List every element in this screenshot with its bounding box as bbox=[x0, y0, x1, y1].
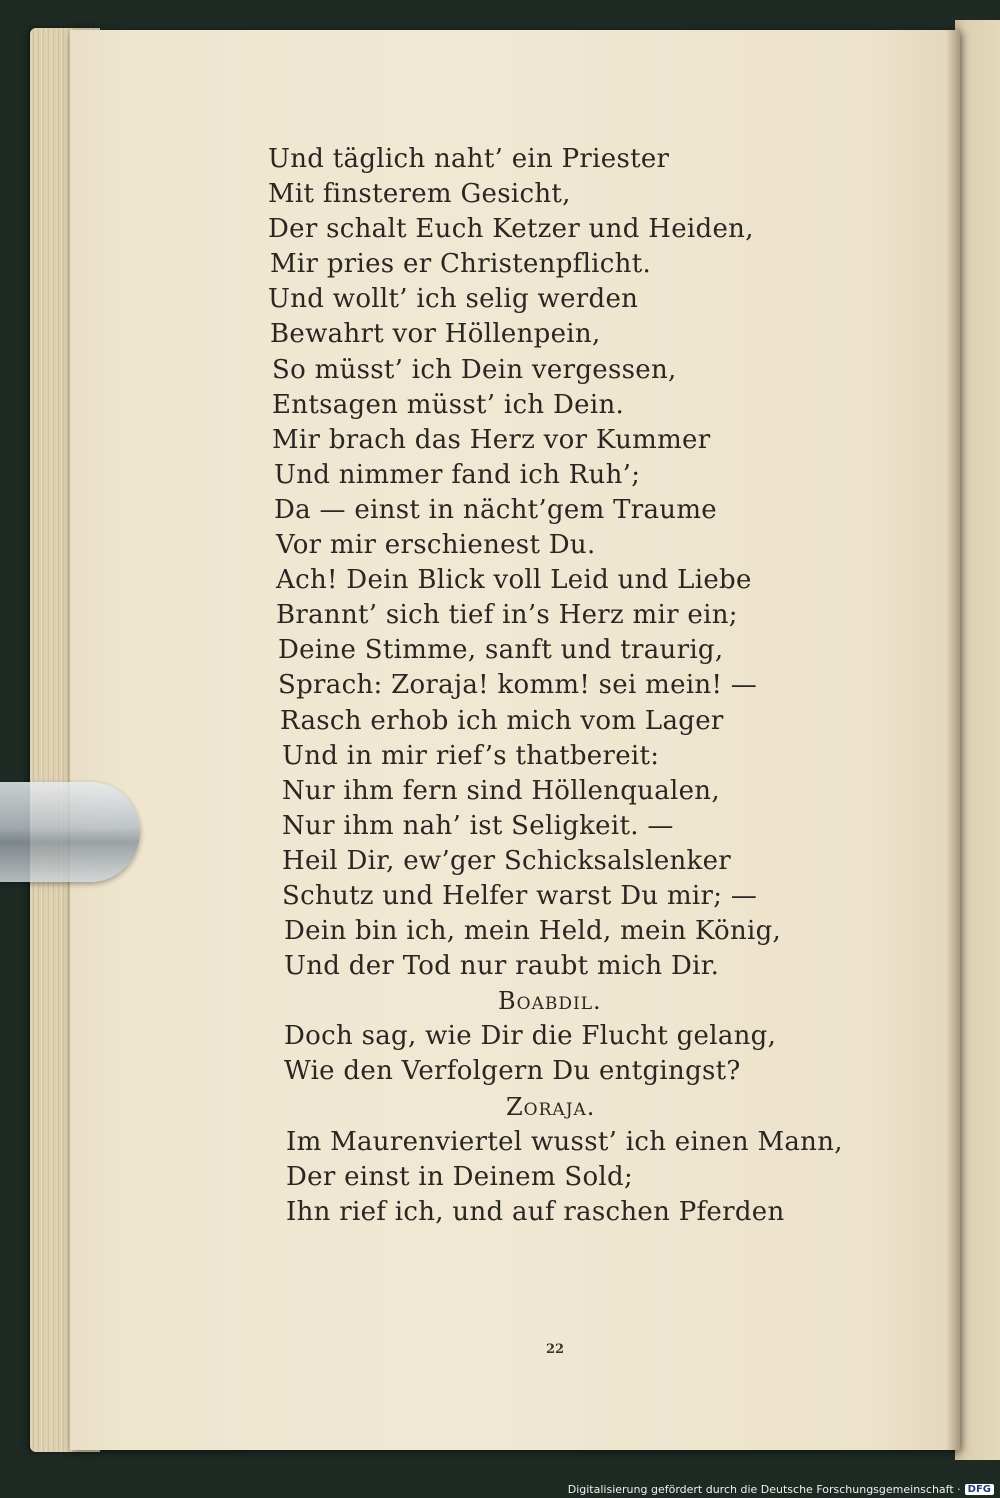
poem-line: Entsagen müsst’ ich Dein. bbox=[272, 389, 625, 420]
poem-line: Ach! Dein Blick voll Leid und Liebe bbox=[276, 565, 752, 596]
poem-line: Und wollt’ ich selig werden bbox=[268, 284, 639, 315]
poem-line: Nur ihm fern sind Höllenqualen, bbox=[282, 775, 720, 806]
poem-line: Wie den Verfolgern Du entgingst? bbox=[284, 1056, 741, 1087]
footer-credit bbox=[568, 1483, 994, 1496]
poem-line: Und nimmer fand ich Ruh’; bbox=[274, 459, 641, 490]
poem-line: Mir pries er Christenpflicht. bbox=[270, 249, 652, 280]
poem-line: Nur ihm nah’ ist Seligkeit. — bbox=[282, 810, 674, 841]
poem-line: Und in mir rief’s thatbereit: bbox=[282, 740, 660, 771]
poem-line: Deine Stimme, sanft und traurig, bbox=[278, 635, 724, 666]
poem-line: Und täglich naht’ ein Priester bbox=[268, 144, 670, 174]
poem-line: Im Maurenviertel wusst’ ich einen Mann, bbox=[286, 1126, 843, 1157]
poem-line: Mit finsterem Gesicht, bbox=[268, 179, 571, 210]
next-page-edge bbox=[955, 20, 1000, 1460]
poem-line: Vor mir erschienest Du. bbox=[276, 530, 596, 561]
poem-line: Schutz und Helfer warst Du mir; — bbox=[282, 880, 758, 911]
poem-line: Heil Dir, ew’ger Schicksalslenker bbox=[282, 845, 732, 876]
poem-line: Dein bin ich, mein Held, mein König, bbox=[284, 916, 782, 947]
poem-line: Da — einst in nächt’gem Traume bbox=[274, 494, 717, 525]
poem-line: Ihn rief ich, und auf raschen Pferden bbox=[286, 1196, 785, 1227]
poem-line: Brannt’ sich tief in’s Herz mir ein; bbox=[276, 600, 738, 631]
poem-text bbox=[268, 142, 868, 1230]
speaker-name: Zoraja. bbox=[506, 1092, 596, 1121]
speaker-name: Boabdil. bbox=[498, 987, 602, 1016]
poem-line: Bewahrt vor Höllenpein, bbox=[270, 319, 601, 350]
footer-text: Digitalisierung gefördert durch die Deutsche Forschungsgemeinschaft · bbox=[567, 1483, 961, 1496]
page-clip bbox=[0, 782, 140, 882]
poem-line: Der einst in Deinem Sold; bbox=[286, 1161, 634, 1192]
poem-line: Doch sag, wie Dir die Flucht gelang, bbox=[284, 1021, 777, 1052]
poem-line: Sprach: Zoraja! komm! sei mein! — bbox=[278, 670, 758, 701]
poem-line: Und der Tod nur raubt mich Dir. bbox=[284, 951, 720, 982]
page-number: 22 bbox=[545, 1342, 565, 1357]
poem-line: Der schalt Euch Ketzer und Heiden, bbox=[268, 214, 754, 245]
poem-line: Rasch erhob ich mich vom Lager bbox=[280, 705, 724, 736]
spine-shadow bbox=[946, 30, 960, 1450]
dfg-logo: DFG bbox=[965, 1484, 994, 1495]
poem-line: Mir brach das Herz vor Kummer bbox=[272, 424, 711, 455]
poem-line: So müsst’ ich Dein vergessen, bbox=[272, 354, 677, 385]
